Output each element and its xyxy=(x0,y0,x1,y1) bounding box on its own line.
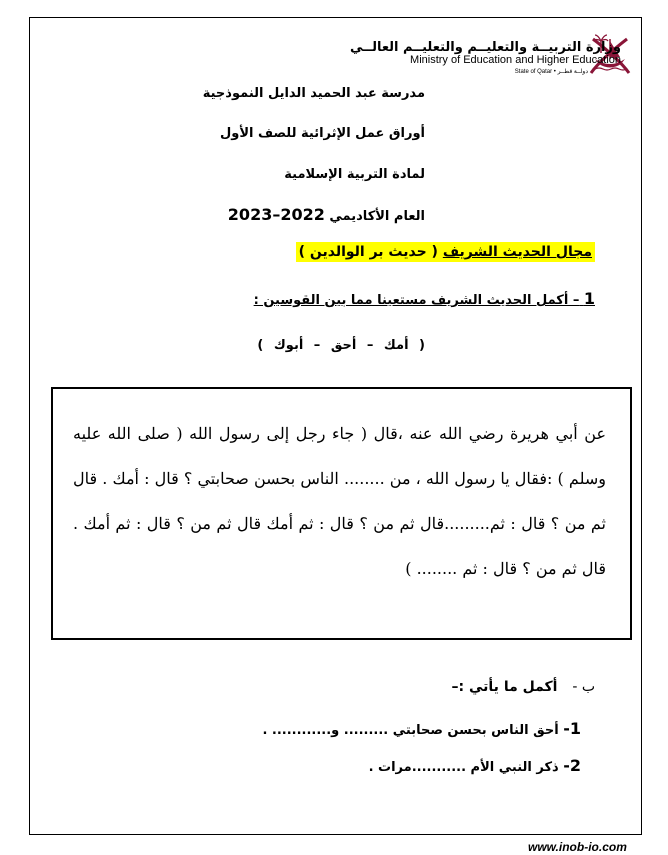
question-b-item xyxy=(369,756,581,775)
academic-year-label: العام الأكاديمي xyxy=(329,209,425,224)
ministry-name-english: Ministry of Education and Higher Education xyxy=(410,54,621,66)
hadith-box xyxy=(51,387,632,640)
section-subtitle: ( حديث بر الوالدين ) xyxy=(298,244,438,260)
ministry-name-arabic: وزارة التربيــة والتعليــم والتعليــم العالــي xyxy=(350,40,621,55)
question-1 xyxy=(254,289,595,308)
hadith-text: عن أبي هريرة رضي الله عنه ،قال ( جاء رجل إلى رسول الله ( صلى الله عليه وسلم ) :فقال يا رسول الله ، من ........ الناس بحسن صحابتي ؟ قال : أمك . قال ثم من ؟ قال : ثم.........قال ثم من ؟ قال : ثم أمك قال ثم من ؟ قال : ثم أمك . قال ثم من ؟ قال : ثم ........ ) xyxy=(73,424,606,578)
item-text: أحق الناس بحسن صحابتي ......... و............ . xyxy=(262,723,559,738)
school-name: مدرسة عبد الحميد الدايل النموذجية xyxy=(202,86,425,101)
subject-title: لمادة التربية الإسلامية xyxy=(284,167,425,182)
item-number: 1- xyxy=(563,719,581,738)
question-1-text: – أكمل الحديث الشريف مستعينا مما بين القوسين : xyxy=(253,293,580,308)
section-title xyxy=(296,242,595,262)
question-b xyxy=(452,679,595,695)
question-b-text: أكمل ما يأتي :– xyxy=(451,679,558,695)
question-b-item xyxy=(262,719,581,738)
worksheet-title: أوراق عمل الإثرائية للصف الأول xyxy=(219,126,425,141)
word-choices: ( أمك – أحق – أبوك ) xyxy=(257,338,425,353)
question-b-letter: ب - xyxy=(572,679,595,695)
academic-year-value: 2022–2023 xyxy=(227,205,325,224)
academic-year xyxy=(228,205,425,224)
item-number: 2- xyxy=(563,756,581,775)
website-watermark: www.inob-io.com xyxy=(528,840,627,854)
question-1-number: 1 xyxy=(583,289,595,308)
item-text: ذكر النبي الأم ...........مرات . xyxy=(368,760,559,775)
section-title-main: مجال الحديث الشريف xyxy=(442,244,592,260)
state-of-qatar-line: State of Qatar • دولــة قطــر xyxy=(514,69,588,75)
